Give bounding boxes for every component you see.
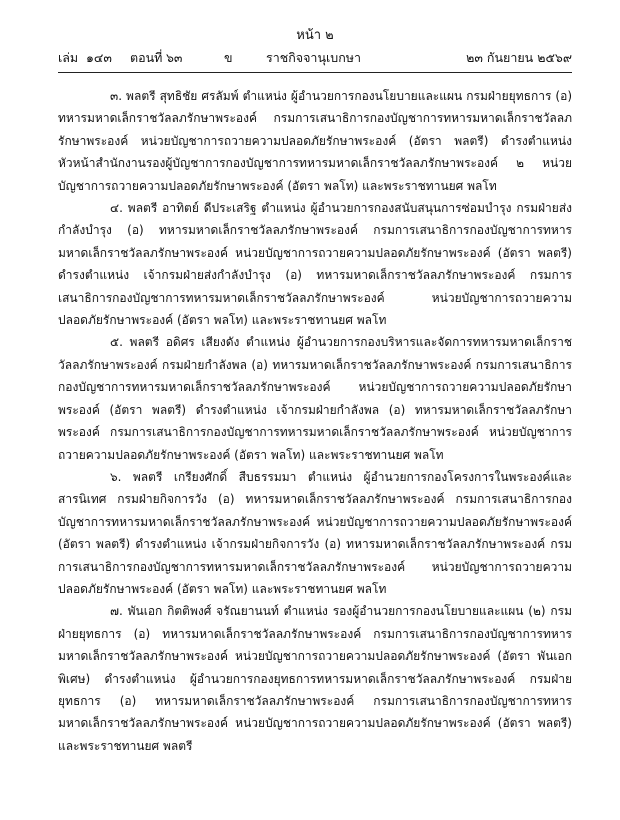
gazette-part: ข [224, 50, 233, 65]
page-number: หน้า ๒ [296, 28, 334, 43]
publication-date: ๒๓ กันยายน ๒๕๖๙ [466, 50, 572, 65]
paragraph-text: ๖. พลตรี เกรียงศักดิ์ สืบธรรมมา ตำแหน่ง ผู้อำนวยการกองโครงการในพระองค์และสารนิเทศ กรมฝ่ายกิจการวัง (อ) ทหารมหาดเล็กราชวัลลภรักษาพระองค์ กรมการเสนาธิการกองบัญชาการทหารมหาดเล็กราชวัลลภรักษาพระองค์ หน่วยบัญชาการถวายความปลอดภัยรักษาพระองค์ (อัตรา พลตรี) ดำรงตำแหน่ง เจ้ากรมฝ่ายกิจการวัง (อ) ทหารมหาดเล็กราชวัลลภรักษาพระองค์ กรมการเสนาธิการกองบัญชาการทหารมหาดเล็กราชวัลลภรักษาพระองค์ หน่วยบัญชาการถวายความปลอดภัยรักษาพระองค์ (อัตรา พลโท) และพระราชทานยศ พลโท [58, 469, 572, 596]
volume-label: เล่ม [58, 50, 79, 65]
appointment-paragraph [58, 466, 572, 600]
appointment-paragraph [58, 331, 572, 465]
gazette-header [58, 44, 572, 73]
paragraph-text: ๗. พันเอก กิตติพงศ์ จรัณยานนท์ ตำแหน่ง รองผู้อำนวยการกองนโยบายและแผน (๒) กรมฝ่ายยุทธการ (อ) ทหารมหาดเล็กราชวัลลภรักษาพระองค์ กรมการเสนาธิการกองบัญชาการทหารมหาดเล็กราชวัลลภรักษาพระองค์ หน่วยบัญชาการถวายความปลอดภัยรักษาพระองค์ (อัตรา พันเอกพิเศษ) ดำรงตำแหน่ง ผู้อำนวยการกองยุทธการทหารมหาดเล็กราชวัลลภรักษาพระองค์ กรมฝ่ายยุทธการ (อ) ทหารมหาดเล็กราชวัลลภรักษาพระองค์ กรมการเสนาธิการกองบัญชาการทหารมหาดเล็กราชวัลลภรักษาพระองค์ หน่วยบัญชาการถวายความปลอดภัยรักษาพระองค์ (อัตรา พลตรี) และพระราชทานยศ พลตรี [58, 604, 572, 753]
paragraph-text: ๔. พลตรี อาทิตย์ ดีประเสริฐ ตำแหน่ง ผู้อำนวยการกองสนับสนุนการซ่อมบำรุง กรมฝ่ายส่งกำลังบำรุง (อ) ทหารมหาดเล็กราชวัลลภรักษาพระองค์ กรมการเสนาธิการกองบัญชาการทหารมหาดเล็กราชวัลลภรักษาพระองค์ หน่วยบัญชาการถวายความปลอดภัยรักษาพระองค์ (อัตรา พลตรี) ดำรงตำแหน่ง เจ้ากรมฝ่ายส่งกำลังบำรุง (อ) ทหารมหาดเล็กราชวัลลภรักษาพระองค์ กรมการเสนาธิการกองบัญชาการทหารมหาดเล็กราชวัลลภรักษาพระองค์ หน่วยบัญชาการถวายความปลอดภัยรักษาพระองค์ (อัตรา พลโท) และพระราชทานยศ พลโท [58, 201, 572, 328]
paragraph-text: ๓. พลตรี สุทธิชัย ศรลัมพ์ ตำแหน่ง ผู้อำนวยการกองนโยบายและแผน กรมฝ่ายยุทธการ (อ) ทหารมหาดเล็กราชวัลลภรักษาพระองค์ กรมการเสนาธิการกองบัญชาการทหารมหาดเล็กราชวัลลภรักษาพระองค์ หน่วยบัญชาการถวายความปลอดภัยรักษาพระองค์ (อัตรา พลตรี) ดำรงตำแหน่ง หัวหน้าสำนักงานรองผู้บัญชาการกองบัญชาการทหารมหาดเล็กราชวัลลภรักษาพระองค์ ๒ หน่วยบัญชาการถวายความปลอดภัยรักษาพระองค์ (อัตรา พลโท) และพระราชทานยศ พลโท [58, 89, 572, 193]
issue-number: ๖๓ [166, 50, 183, 65]
appointment-paragraph [58, 197, 572, 331]
document-body [58, 85, 572, 757]
volume-number: ๑๔๓ [86, 50, 112, 65]
gazette-title: ราชกิจจานุเบกษา [266, 50, 362, 65]
issue-label: ตอนที่ [130, 50, 163, 65]
appointment-paragraph [58, 85, 572, 197]
paragraph-text: ๕. พลตรี อดิศร เสียงดัง ตำแหน่ง ผู้อำนวยการกองบริหารและจัดการทหารมหาดเล็กราชวัลลภรักษาพระองค์ กรมฝ่ายกำลังพล (อ) ทหารมหาดเล็กราชวัลลภรักษาพระองค์ กรมการเสนาธิการกองบัญชาการทหารมหาดเล็กราชวัลลภรักษาพระองค์ หน่วยบัญชาการถวายความปลอดภัยรักษาพระองค์ (อัตรา พลตรี) ดำรงตำแหน่ง เจ้ากรมฝ่ายกำลังพล (อ) ทหารมหาดเล็กราชวัลลภรักษาพระองค์ กรมการเสนาธิการกองบัญชาการทหารมหาดเล็กราชวัลลภรักษาพระองค์ หน่วยบัญชาการถวายความปลอดภัยรักษาพระองค์ (อัตรา พลโท) และพระราชทานยศ พลโท [58, 335, 572, 462]
appointment-paragraph [58, 600, 572, 757]
